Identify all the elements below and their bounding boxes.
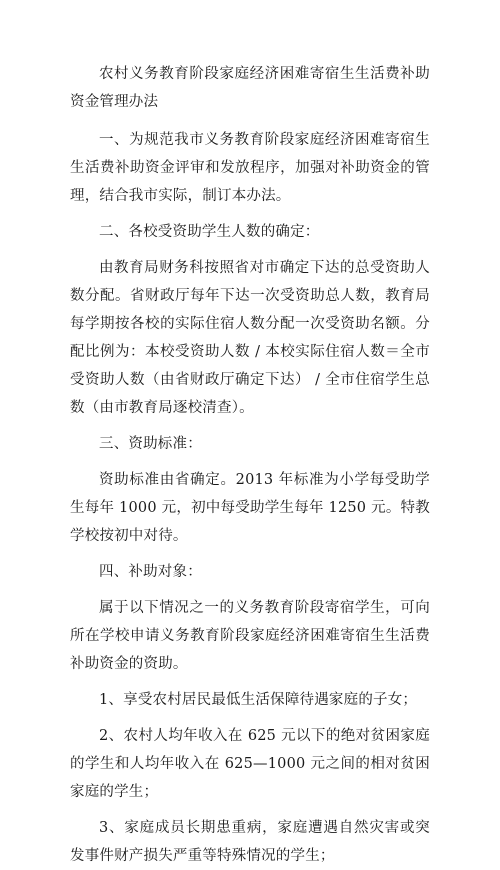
paragraph-article-4-body: 属于以下情况之一的义务教育阶段寄宿学生，可向所在学校申请义务教育阶段家庭经济困难寄宿生生活费补助资金的资助。: [70, 600, 430, 672]
list-item-2: 2、农村人均年收入在 625 元以下的绝对贫困家庭的学生和人均年收入在 625—1000 元之间的相对贫困家庭的学生；: [70, 728, 430, 800]
document-page: [70, 60, 430, 870]
paragraph-article-2-heading: 二、各校受资助学生人数的确定：: [99, 224, 320, 240]
paragraph-article-2-body: 由教育局财务科按照省对市确定下达的总受资助人数分配。省财政厅每年下达一次受资助总人数，教育局每学期按各校的实际住宿人数分配一次受资助名额。分配比例为：本校受资助人数 / 本校实际住宿人数＝全市受资助人数（由省财政厅确定下达） / 全市住宿学生总数（由市教育局逐校清查）。: [70, 260, 430, 416]
paragraph-article-1: 一、为规范我市义务教育阶段家庭经济困难寄宿生生活费补助资金评审和发放程序，加强对补助资金的管理，结合我市实际，制订本办法。: [70, 132, 430, 204]
list-item-3: 3、家庭成员长期患重病，家庭遭遇自然灾害或突发事件财产损失严重等特殊情况的学生；: [70, 820, 430, 864]
document-title: 农村义务教育阶段家庭经济困难寄宿生生活费补助资金管理办法: [70, 66, 430, 110]
paragraph-article-3-heading: 三、资助标准：: [99, 436, 202, 452]
paragraph-article-4-heading: 四、补助对象：: [99, 564, 202, 580]
paragraph-article-3-body: 资助标准由省确定。2013 年标准为小学每受助学生每年 1000 元，初中每受助学生每年 1250 元。特教学校按初中对待。: [70, 472, 430, 544]
list-item-1: 1、享受农村居民最低生活保障待遇家庭的子女；: [99, 692, 418, 708]
